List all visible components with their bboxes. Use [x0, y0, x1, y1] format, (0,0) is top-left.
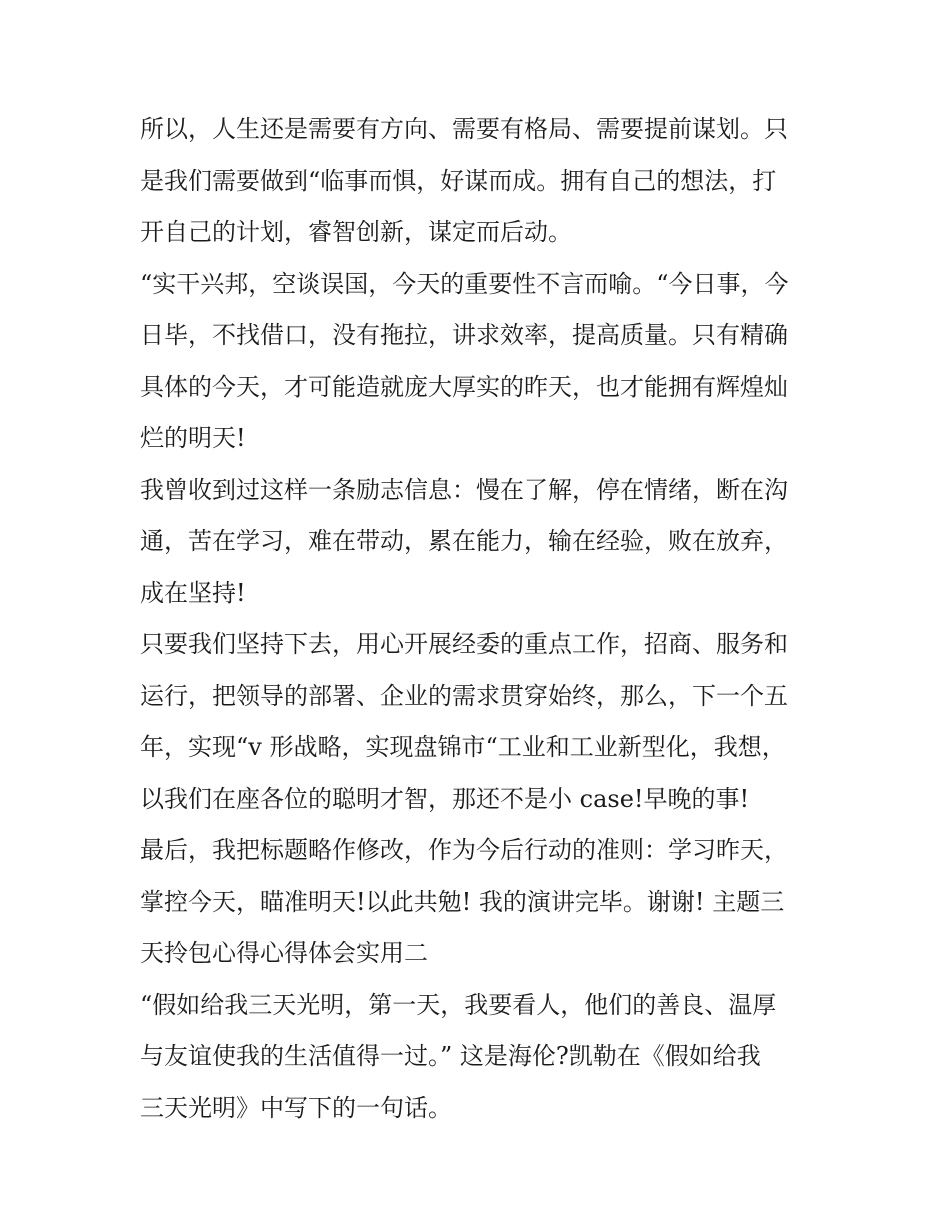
- text-line: 最后，我把标题略作修改，作为今后行动的准则：学习昨天，: [140, 836, 788, 864]
- text-line: 我曾收到过这样一条励志信息：慢在了解，停在情绪，断在沟: [140, 475, 788, 504]
- text-line: “假如给我三天光明，第一天，我要看人，他们的善良、温厚: [140, 990, 777, 1019]
- text-line: 通，苦在学习，难在带动，累在能力，输在经验，败在放弃，: [140, 527, 788, 555]
- text-line: 具体的今天，才可能造就庞大厚实的昨天，也才能拥有辉煌灿: [140, 372, 788, 401]
- text-line: 只要我们坚持下去，用心开展经委的重点工作，招商、服务和: [140, 630, 788, 658]
- text-line: “实干兴邦，空谈误国，今天的重要性不言而喻。“今日事，今: [140, 269, 789, 298]
- text-line: 是我们需要做到“临事而惧，好谋而成。拥有自己的想法，打: [140, 166, 777, 195]
- text-line: 开自己的计划，睿智创新，谋定而后动。: [140, 218, 572, 246]
- text-line: 成在坚持!: [140, 578, 246, 607]
- text-line: 三天光明》中写下的一句话。: [140, 1093, 452, 1122]
- text-line: 所以，人生还是需要有方向、需要有格局、需要提前谋划。只: [140, 115, 788, 143]
- text-line: 天拎包心得心得体会实用二: [140, 939, 428, 967]
- text-line: 年，实现“v 形战略，实现盘锦市“工业和工业新型化，我想，: [140, 733, 786, 761]
- text-line: 运行，把领导的部署、企业的需求贯穿始终，那么，下一个五: [140, 681, 788, 710]
- document-body: [140, 104, 820, 1134]
- text-line: 日毕，不找借口，没有拖拉，讲求效率，提高质量。只有精确: [140, 321, 788, 349]
- text-line: 以我们在座各位的聪明才智，那还不是小 case!早晚的事!: [140, 784, 750, 813]
- text-line: 与友谊使我的生活值得一过。” 这是海伦?凯勒在《假如给我: [140, 1042, 761, 1070]
- text-line: 掌控今天，瞄准明天!以此共勉! 我的演讲完毕。谢谢! 主题三: [140, 887, 785, 916]
- text-line: 烂的明天!: [140, 424, 246, 452]
